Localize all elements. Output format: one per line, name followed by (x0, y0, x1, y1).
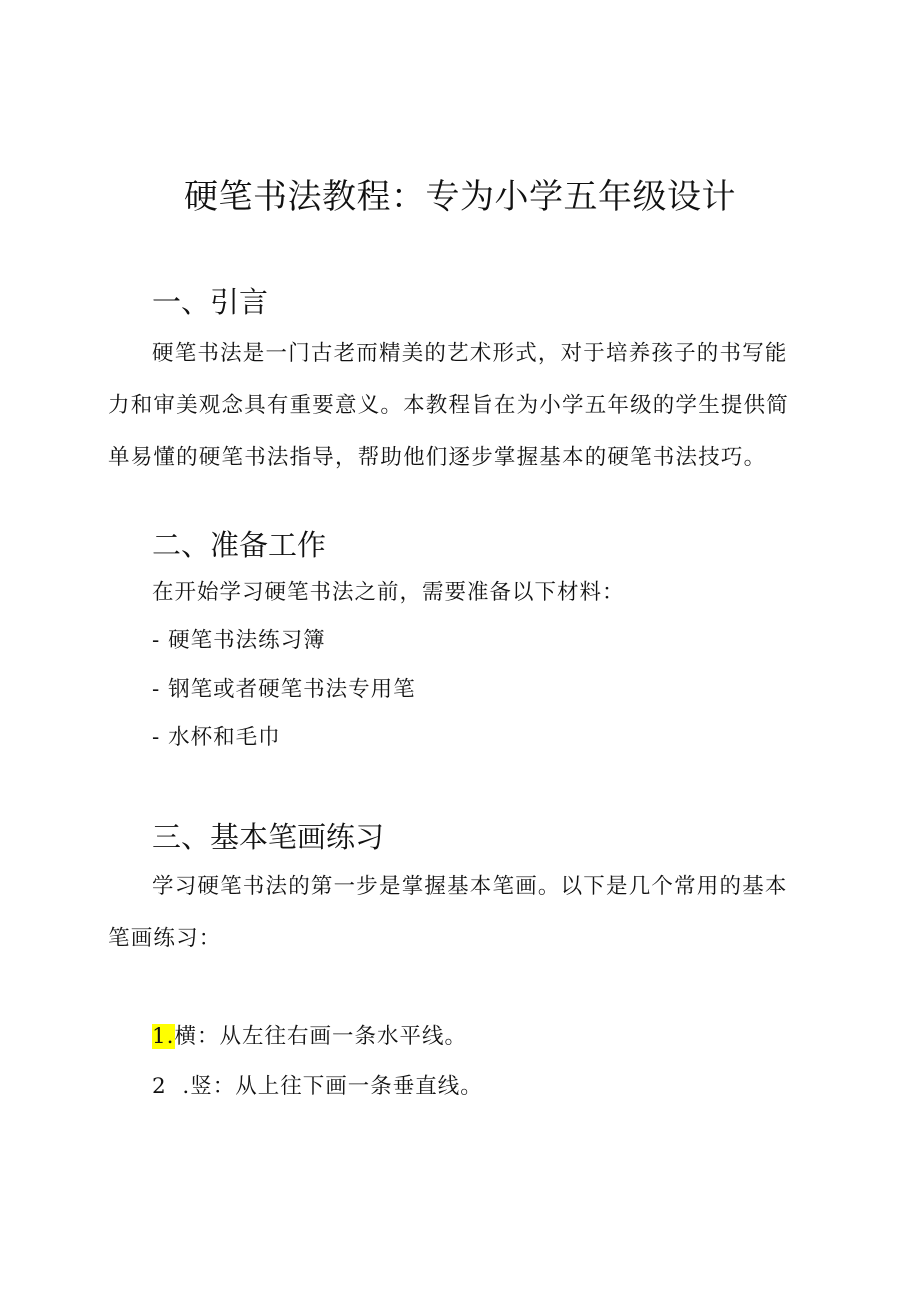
list-item: - 硬笔书法练习簿 (152, 628, 326, 653)
section-heading-introduction: 一、引言 (152, 285, 269, 319)
step-item (152, 1022, 467, 1052)
preparation-intro: 在开始学习硬笔书法之前，需要准备以下材料： (152, 580, 625, 605)
section-heading-basic-strokes: 三、基本笔画练习 (152, 820, 385, 854)
list-item: - 钢笔或者硬笔书法专用笔 (152, 677, 416, 702)
step-number-highlighted: 1. (152, 1024, 175, 1049)
list-item: - 水杯和毛巾 (152, 725, 281, 750)
introduction-paragraph: 硬笔书法是一门古老而精美的艺术形式，对于培养孩子的书写能力和审美观念具有重要意义。本教程旨在为小学五年级的学生提供简单易懂的硬笔书法指导，帮助他们逐步掌握基本的硬笔书法技巧。 (108, 341, 790, 470)
step-number: 2 . (152, 1074, 191, 1099)
document-title: 硬笔书法教程：专为小学五年级设计 (184, 177, 736, 217)
step-text: 横：从左往右画一条水平线。 (174, 1024, 468, 1049)
section-heading-preparation: 二、准备工作 (152, 528, 327, 562)
step-text: 竖：从上往下画一条垂直线。 (190, 1074, 483, 1099)
step-item (152, 1072, 483, 1102)
basic-strokes-paragraph: 学习硬笔书法的第一步是掌握基本笔画。以下是几个常用的基本笔画练习： (108, 874, 788, 951)
